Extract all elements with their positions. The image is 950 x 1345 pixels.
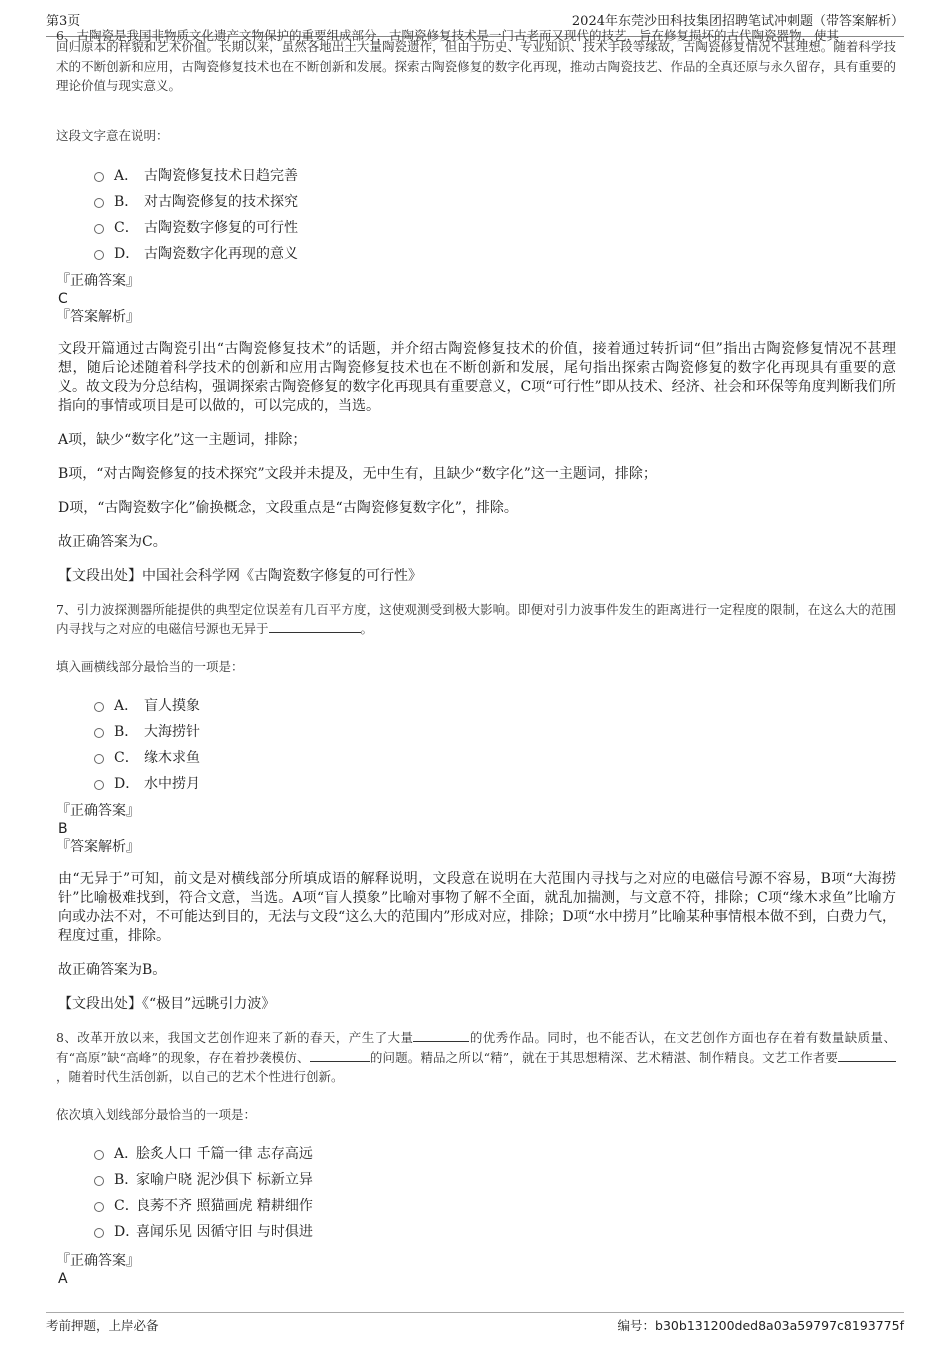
q7-source: 【文段出处】《“极目”远眺引力波》 bbox=[58, 996, 276, 1012]
q7-analysis-label: 『答案解析』 bbox=[56, 839, 140, 855]
q6-answer-label: 『正确答案』 bbox=[56, 272, 140, 289]
q7-option-c[interactable]: C． 缘木求鱼 bbox=[94, 744, 896, 770]
radio-icon[interactable] bbox=[94, 1228, 104, 1238]
q8-blank-3 bbox=[838, 1049, 896, 1062]
q6-analysis-main: 文段开篇通过古陶瓷引出“古陶瓷修复技术”的话题，并介绍古陶瓷修复技术的价值，接着通过转折词“但”指出古陶瓷修复情况不甚理想，随后论述随着科学技术的创新和应用古陶瓷修复技术也在不断创新和发展，尾句指出探索古陶瓷修复的数字化再现具有重要的意义。故文段为分总结构，强调探索古陶瓷修复的数字化再现具有重要意义，C项“可行性”即从技术、经济、社会和环保等角度判断我们所指向的事情或项目是可以做的，可以完成的，当选。 bbox=[58, 340, 896, 414]
q7-answer-label: 『正确答案』 bbox=[56, 803, 140, 819]
radio-icon[interactable] bbox=[94, 198, 104, 208]
radio-icon[interactable] bbox=[94, 728, 104, 738]
q7-prompt: 填入画横线部分最恰当的一项是： bbox=[56, 658, 244, 674]
q6-option-b[interactable]: B． 对古陶瓷修复的技术探究 bbox=[94, 188, 896, 214]
q7-answer: B bbox=[58, 821, 68, 837]
q6-analysis-d: D项，“古陶瓷数字化”偷换概念，文段重点是“古陶瓷修复数字化”，排除。 bbox=[58, 499, 518, 516]
radio-icon[interactable] bbox=[94, 754, 104, 764]
document-code: 编号：b30b131200ded8a03a59797c8193775f bbox=[617, 1318, 904, 1333]
q8-answer-label: 『正确答案』 bbox=[56, 1253, 140, 1269]
q8-text: 8、改革开放以来，我国文艺创作迎来了新的春天，产生了大量 的优秀作品。同时，也不能否认，在文艺创作方面也存在着有数量缺质量、有“高原”缺“高峰”的现象，存在着抄袭模仿、 的问题。精品之所以“精”，就在于其思想精深、艺术精湛、制作精良。文艺工作者要，随着时代生活创新，以自己的艺术个性进行创新。 bbox=[56, 1030, 896, 1084]
page-number: 第3页 bbox=[46, 14, 81, 29]
page-footer bbox=[46, 1312, 904, 1337]
q6-analysis-label: 『答案解析』 bbox=[56, 308, 140, 325]
radio-icon[interactable] bbox=[94, 172, 104, 182]
q7-option-d[interactable]: D． 水中捞月 bbox=[94, 770, 896, 796]
radio-icon[interactable] bbox=[94, 1202, 104, 1212]
q8-option-c[interactable]: C． 良莠不齐 照猫画虎 精耕细作 bbox=[94, 1192, 896, 1218]
q6-answer: C bbox=[58, 290, 68, 307]
q6-option-d[interactable]: D． 古陶瓷数字化再现的意义 bbox=[94, 240, 896, 266]
q8-option-d[interactable]: D． 喜闻乐见 因循守旧 与时俱进 bbox=[94, 1218, 896, 1244]
q8-prompt: 依次填入划线部分最恰当的一项是： bbox=[56, 1106, 257, 1122]
q6-option-a[interactable]: A． 古陶瓷修复技术日趋完善 bbox=[94, 162, 896, 188]
q7-option-b[interactable]: B． 大海捞针 bbox=[94, 718, 896, 744]
q6-analysis-b: B项，“对古陶瓷修复的技术探究”文段并未提及，无中生有，且缺少“数字化”这一主题词，排除； bbox=[58, 465, 657, 482]
q8-blank-2 bbox=[310, 1049, 370, 1062]
page-content bbox=[56, 28, 896, 1288]
q7-options bbox=[94, 692, 896, 796]
q8-option-a[interactable]: A． 脍炙人口 千篇一律 志存高远 bbox=[94, 1140, 896, 1166]
q6-analysis-conclusion: 故正确答案为C。 bbox=[58, 533, 167, 550]
q7-blank bbox=[269, 620, 361, 633]
q6-source: 【文段出处】中国社会科学网《古陶瓷数字修复的可行性》 bbox=[58, 567, 422, 584]
q6-options bbox=[94, 162, 896, 266]
q6-passage-cut-line: 6、古陶瓷是我国非物质文化遗产文物保护的重要组成部分，古陶瓷修复技术是一门古老而又现代的技艺，旨在修复损坏的古代陶瓷器物，使其 bbox=[56, 28, 839, 43]
q7-text: 7、引力波探测器所能提供的典型定位误差有几百平方度，这使观测受到极大影响。即便对引力波事件发生的距离进行一定程度的限制，在这么大的范围内寻找与之对应的电磁信号源也无异于 。 bbox=[56, 601, 896, 636]
radio-icon[interactable] bbox=[94, 1176, 104, 1186]
q8-option-b[interactable]: B． 家喻户晓 泥沙俱下 标新立异 bbox=[94, 1166, 896, 1192]
q6-passage-text: 回归原本的样貌和艺术价值。长期以来，虽然各地出土大量陶瓷遗作，但由于历史、专业知识、技术手段等缘故，古陶瓷修复情况不甚理想。随着科学技术的不断创新和应用，古陶瓷修复技术也在不断创新和发展。探索古陶瓷修复的数字化再现，推动古陶瓷技艺、作品的全真还原与永久留存，具有重要的理论价值与现实意义。 bbox=[56, 39, 896, 93]
q6-prompt: 这段文字意在说明： bbox=[56, 128, 169, 143]
q8-blank-1 bbox=[413, 1029, 469, 1042]
q7-option-a[interactable]: A． 盲人摸象 bbox=[94, 692, 896, 718]
q6-passage bbox=[56, 28, 896, 114]
q7-analysis-main: 由“无异于”可知，前文是对横线部分所填成语的解释说明，文段意在说明在大范围内寻找与之对应的电磁信号源不容易，B项“大海捞针”比喻极难找到，符合文意，当选。A项“盲人摸象”比喻对事物了解不全面，就乱加揣测，与文意不符，排除；C项“缘木求鱼”比喻方向或办法不对，不可能达到目的，无法与文段“这么大的范围内”形成对应，排除；D项“水中捞月”比喻某种事情根本做不到，白费力气，程度过重，排除。 bbox=[58, 871, 896, 944]
q6-option-c[interactable]: C． 古陶瓷数字修复的可行性 bbox=[94, 214, 896, 240]
radio-icon[interactable] bbox=[94, 250, 104, 260]
q8-options bbox=[94, 1140, 896, 1244]
radio-icon[interactable] bbox=[94, 1150, 104, 1160]
q6-analysis-a: A项，缺少“数字化”这一主题词，排除； bbox=[58, 431, 307, 448]
document-title: 2024年东莞沙田科技集团招聘笔试冲刺题（带答案解析） bbox=[571, 14, 904, 29]
radio-icon[interactable] bbox=[94, 780, 104, 790]
radio-icon[interactable] bbox=[94, 702, 104, 712]
radio-icon[interactable] bbox=[94, 224, 104, 234]
q8-answer: A bbox=[58, 1271, 68, 1287]
footer-slogan: 考前押题，上岸必备 bbox=[46, 1318, 159, 1333]
q7-analysis-conclusion: 故正确答案为B。 bbox=[58, 962, 167, 978]
